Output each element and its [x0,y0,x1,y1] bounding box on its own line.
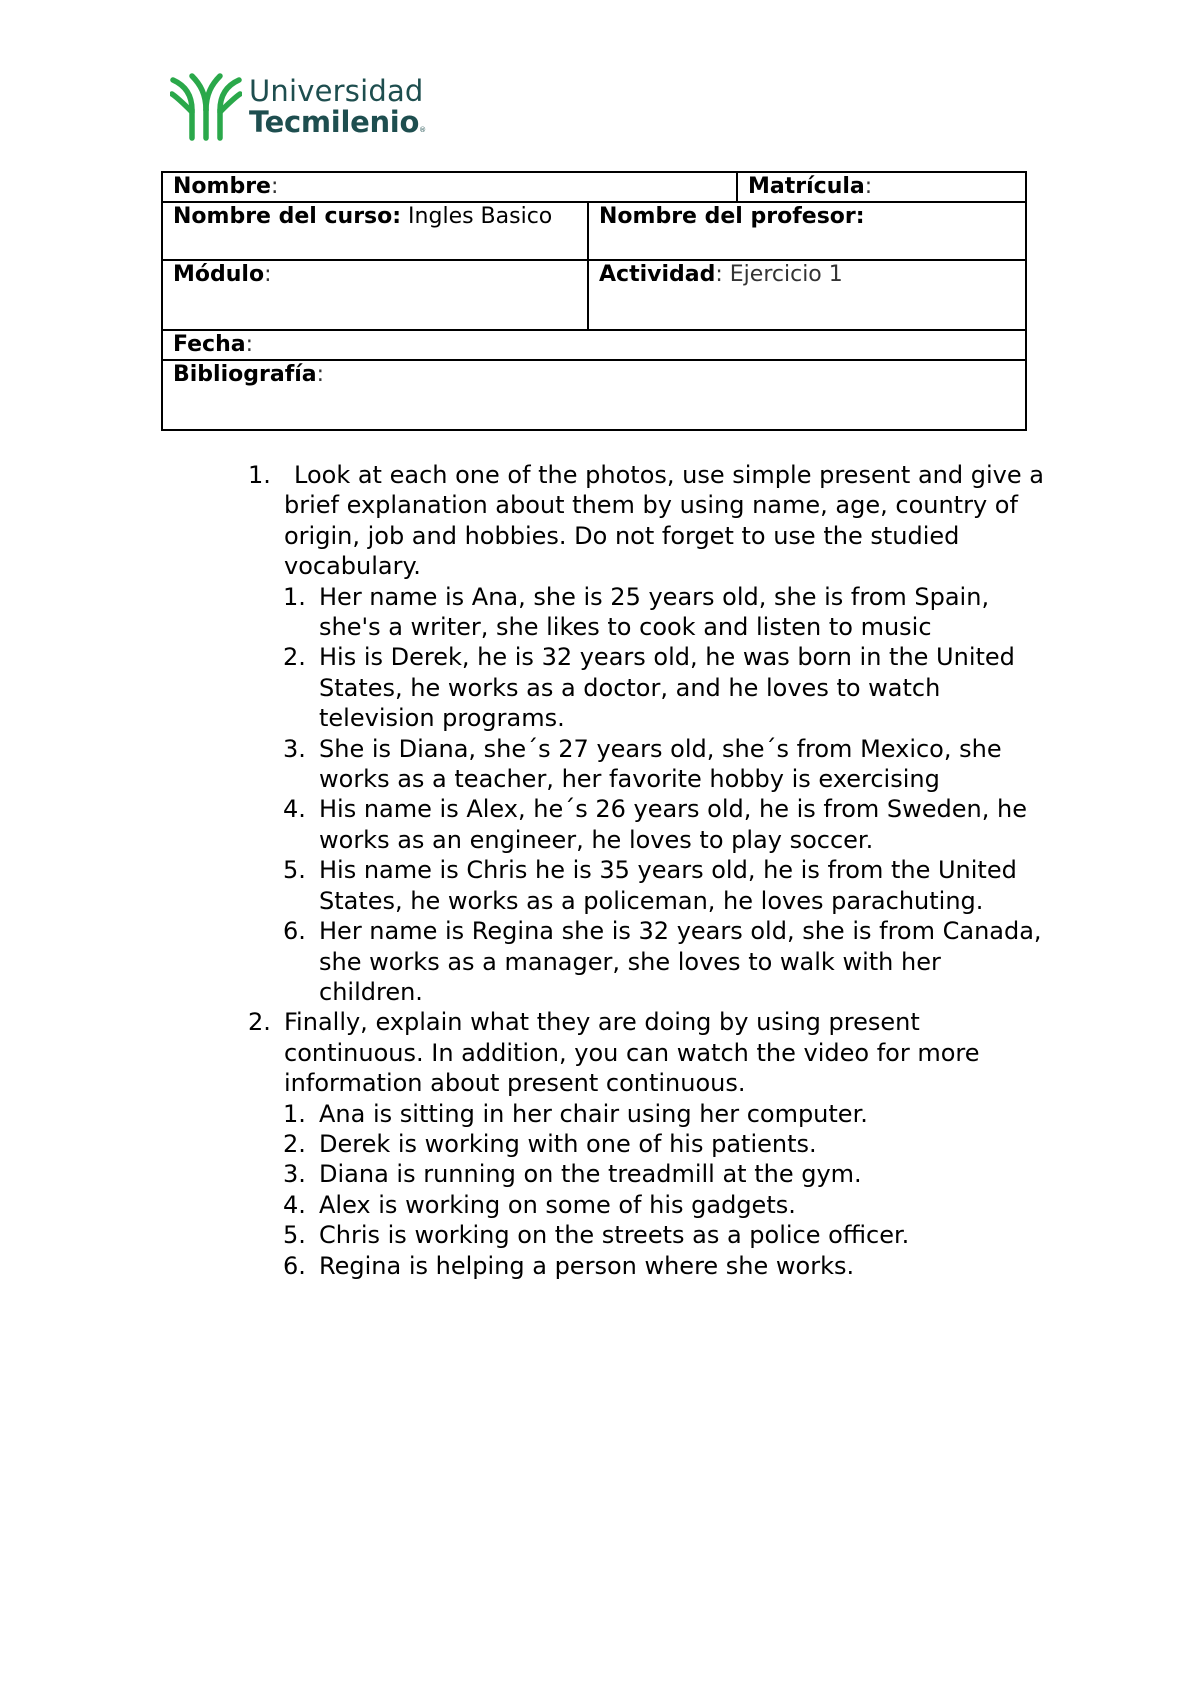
nombre-cell[interactable] [162,172,737,202]
answer-number: 5. [283,856,306,885]
instruction-number: 1. [248,461,271,489]
bibliografia-colon: : [316,362,325,387]
answer-item [230,734,1050,795]
instruction-number: 2. [248,1008,271,1037]
bibliografia-label: Bibliografía [173,362,317,387]
university-logo [170,70,440,148]
answer-number: 5. [283,1221,306,1250]
actividad-label: Actividad [599,262,716,287]
answer-item [230,1159,1050,1189]
fecha-cell[interactable] [162,330,1026,360]
answer-item [230,1129,1050,1159]
instruction-list [230,460,1050,1281]
nombre-label: Nombre [173,174,271,199]
matricula-cell[interactable] [737,172,1026,202]
answer-number: 4. [283,1190,306,1219]
answer-item [230,1251,1050,1281]
bibliografia-cell[interactable] [162,360,1026,430]
answer-number: 1. [283,582,306,611]
nombre-colon: : [270,174,279,199]
answer-number: 3. [283,1160,306,1189]
answer-number: 4. [283,795,306,824]
answer-item [230,855,1050,916]
profesor-cell[interactable] [588,202,1026,260]
answer-number: 2. [283,643,306,672]
instruction-text: Look at each one of the photos, use simple present and give a brief explanation about them by using name, age, country of origin, job and hobbies. Do not forget to use the studied vocabulary. [284,461,1044,581]
curso-cell[interactable] [162,202,588,260]
modulo-colon: : [264,262,272,287]
answer-number: 1. [283,1099,306,1128]
answer-item [230,1099,1050,1129]
registered-mark: ® [419,126,426,134]
instruction-item [230,460,1050,1007]
answer-item [230,794,1050,855]
curso-value: Ingles Basico [401,204,553,229]
logo-line-tecmilenio [249,105,426,139]
answer-number: 6. [283,1251,306,1280]
answer-item [230,916,1050,1007]
answer-text: His is Derek, he is 32 years old, he was born in the United States, he works as a doctor, and he loves to watch television programs. [319,643,1015,733]
answer-text: Her name is Ana, she is 25 years old, she is from Spain, she's a writer, she likes to cook and listen to music [319,582,990,642]
profesor-label: Nombre del profesor: [599,204,865,229]
answer-text: Ana is sitting in her chair using her computer. [319,1099,868,1128]
answer-text: His name is Alex, he´s 26 years old, he is from Sweden, he works as an engineer, he loves to play soccer. [319,795,1027,854]
answer-list [230,1099,1050,1281]
answer-text: His name is Chris he is 35 years old, he is from the United States, he works as a policeman, he loves parachuting. [319,856,1017,915]
answer-item [230,1220,1050,1250]
answer-number: 6. [283,917,306,946]
answer-item [230,582,1050,643]
answer-item [230,642,1050,733]
fecha-label: Fecha [173,332,246,357]
answer-text: Chris is working on the streets as a police officer. [319,1221,910,1250]
matricula-colon: : [864,174,873,199]
curso-label: Nombre del curso: [173,204,402,229]
actividad-value: Ejercicio 1 [729,262,843,287]
answer-text: Alex is working on some of his gadgets. [319,1190,796,1219]
answer-number: 2. [283,1129,306,1158]
answer-item [230,1190,1050,1220]
modulo-cell[interactable] [162,260,588,330]
answer-text: Derek is working with one of his patients. [319,1129,817,1158]
logo-tecmilenio-text: Tecmilenio [249,105,420,139]
answer-number: 3. [283,734,306,763]
tecmilenio-logo-mark-icon [170,70,242,142]
answer-text: Diana is running on the treadmill at the gym. [319,1160,862,1189]
answer-text: She is Diana, she´s 27 years old, she´s from Mexico, she works as a teacher, her favorite hobby is exercising [319,734,1002,794]
logo-line-universidad: Universidad [249,74,424,108]
answer-text: Her name is Regina she is 32 years old, she is from Canada, she works as a manager, she loves to walk with her children. [319,917,1042,1006]
instruction-text: Finally, explain what they are doing by using present continuous. In addition, you can watch the video for more information about present continuous. [284,1008,980,1098]
answer-text: Regina is helping a person where she works. [319,1251,855,1280]
fecha-colon: : [245,332,254,357]
student-info-table [161,171,1027,431]
matricula-label: Matrícula [748,174,865,199]
answer-list [230,582,1050,1008]
modulo-label: Módulo [173,262,265,287]
instruction-item [230,1007,1050,1281]
actividad-colon: : [715,262,723,287]
exercise-content [230,460,1050,1281]
actividad-cell[interactable] [588,260,1026,330]
